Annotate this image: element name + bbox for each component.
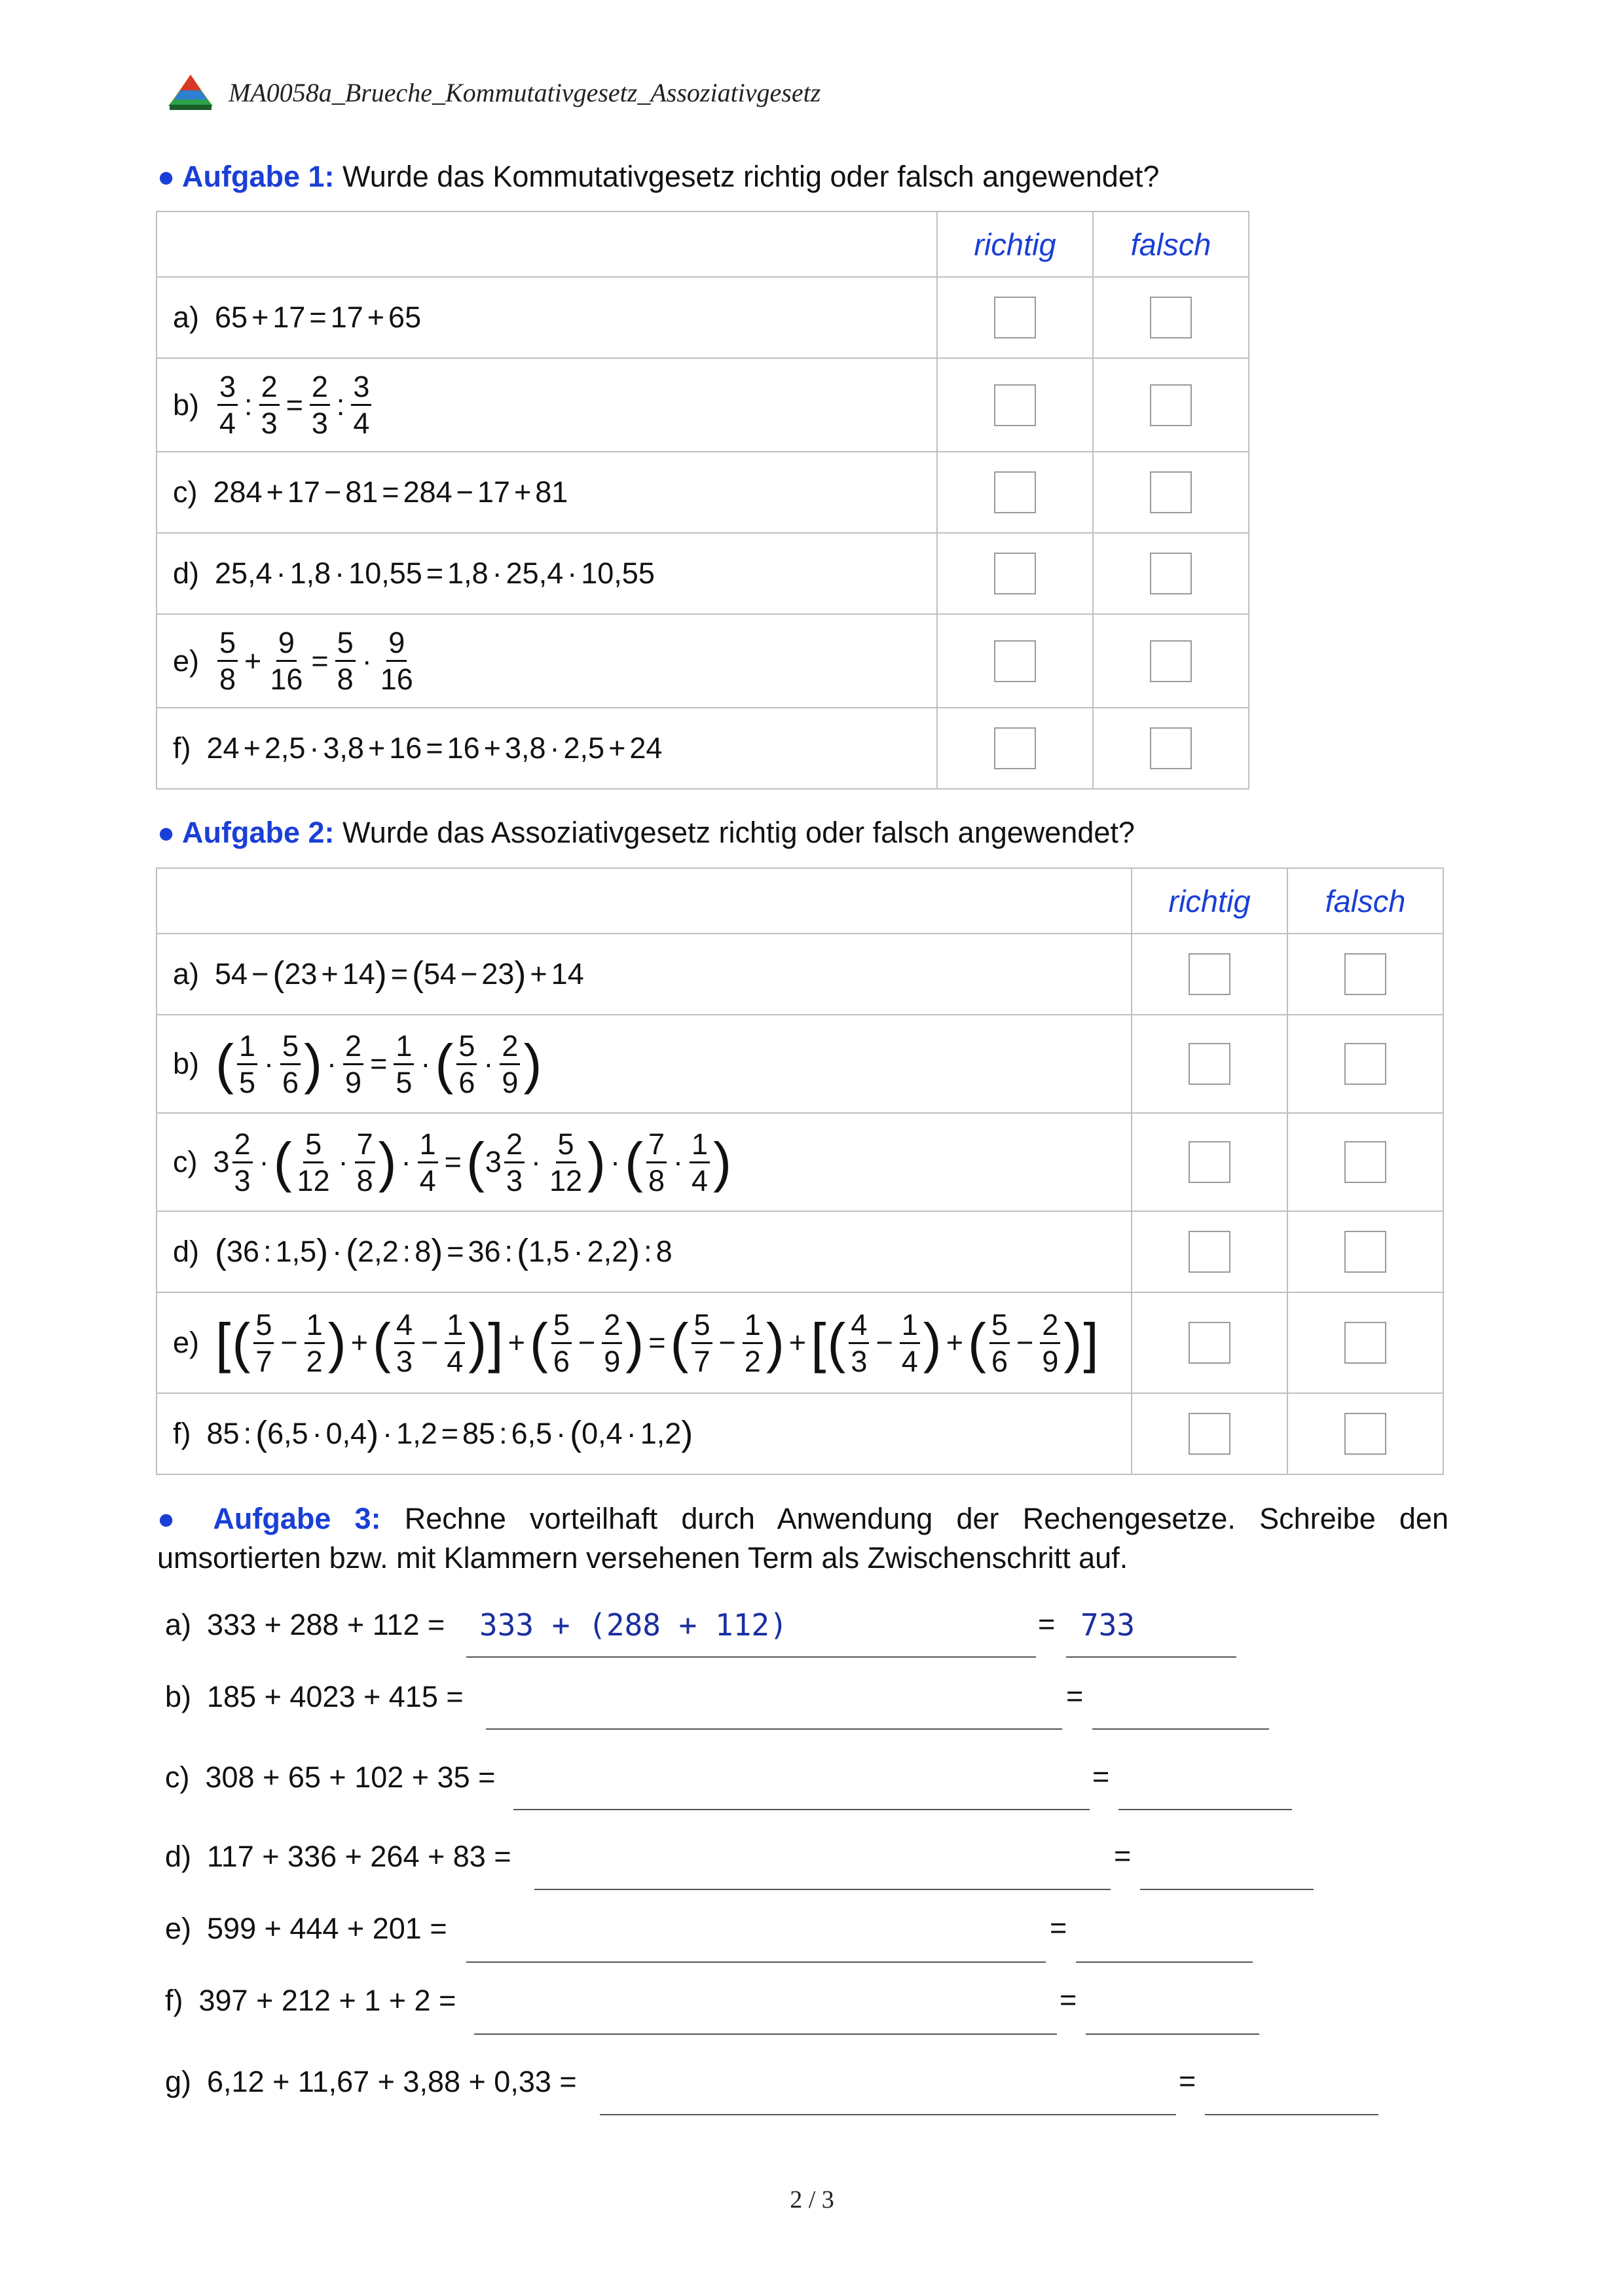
task1-expression-b: b) 3 4 : $\frac{2}{3}$ = $\frac{2}{3}$ : 3 4 [173,372,936,438]
task1-a-falsch-checkbox[interactable] [1150,297,1192,338]
table-row [157,1211,1443,1292]
row-letter: f) [173,731,191,765]
table-row [157,934,1443,1015]
task2-table [156,867,1444,1475]
table-row [157,277,1249,358]
table-row [157,533,1249,614]
table-row [157,452,1249,533]
task2-expression-d: d) ( 36 : 1,5 ) · ( 2,2 : 8 ) = 36 : ( 1,5 · 2,2 ) : 8 [173,1232,673,1271]
task1-c-falsch-checkbox[interactable] [1150,471,1192,513]
task3-a-result-answer: 733 [1080,1607,1135,1643]
task3-g-step-line[interactable] [600,2114,1176,2115]
task1-table [156,211,1249,790]
table-header-row [157,211,1249,277]
row-letter: a) [173,957,200,991]
task3-exercise-g: g) 6,12 + 11,67 + 3,88 + 0,33 = [165,2065,577,2098]
task1-expression-e: e) 5 8 + $\frac{9}{16}$ = $\frac{5}{8}$ · 9 16 [173,626,413,696]
row-letter: d) [173,556,200,590]
task3-exercise-f: f) 397 + 212 + 1 + 2 = [165,1984,456,2017]
task2-f-falsch-checkbox[interactable] [1344,1413,1386,1455]
task2-a-richtig-checkbox[interactable] [1189,953,1230,995]
task1-e-richtig-checkbox[interactable] [994,640,1036,682]
table-row [157,1015,1443,1113]
equals-sign: = [1114,1839,1132,1872]
row-letter: a) [173,301,200,334]
equals-sign: = [1066,1679,1084,1713]
task1-heading [157,157,1159,196]
table-row [157,708,1249,789]
task1-d-falsch-checkbox[interactable] [1150,553,1192,594]
task3-d-result-line[interactable] [1140,1889,1314,1890]
task2-heading [157,813,1135,852]
task3-b-result-line[interactable] [1092,1728,1269,1730]
table-row [157,1113,1443,1211]
table-header-row [157,868,1443,934]
task3-exercise-b: b) 185 + 4023 + 415 = [165,1680,464,1713]
column-richtig: richtig [1132,868,1287,934]
equals-sign: = [1038,1607,1056,1641]
table-row [157,1393,1443,1474]
task3-exercise-e: e) 599 + 444 + 201 = [165,1912,447,1945]
task3-b-step-line[interactable] [486,1728,1062,1730]
task1-d-richtig-checkbox[interactable] [994,553,1036,594]
task2-expression-b: b) ( 1 5 · 5 6 ) · $\frac{2}{9}$ = $\frac{1}{5}$ · ( 5 6 · 2 9 ) [173,1029,542,1099]
task1-c-richtig-checkbox[interactable] [994,471,1036,513]
task1-expression-a: a) 65 + 17 = 17 + 65 [173,301,422,334]
task1-a-richtig-checkbox[interactable] [994,297,1036,338]
task3-d-step-line[interactable] [534,1889,1111,1890]
task3-g-result-line[interactable] [1205,2114,1378,2115]
task2-expression-a: a) 54 − ( 23 + 14 ) = ( 54 − 23 ) + 14 [173,955,584,994]
page-number: 2 / 3 [790,2186,834,2214]
task2-a-falsch-checkbox[interactable] [1344,953,1386,995]
task2-c-richtig-checkbox[interactable] [1189,1141,1230,1183]
task2-e-richtig-checkbox[interactable] [1189,1322,1230,1364]
task1-e-falsch-checkbox[interactable] [1150,640,1192,682]
task1-f-falsch-checkbox[interactable] [1150,727,1192,769]
task2-f-richtig-checkbox[interactable] [1189,1413,1230,1455]
column-richtig: richtig [937,211,1093,277]
task1-expression-d: d) 25,4 · 1,8 · 10,55 = 1,8 · 25,4 · 10,55 [173,556,655,590]
task3-label: ● Aufgabe 3: [157,1502,381,1535]
task1-text: Wurde das Kommutativgesetz richtig oder falsch angewendet? [342,160,1160,193]
task2-d-richtig-checkbox[interactable] [1189,1231,1230,1273]
equals-sign: = [1050,1911,1067,1944]
task3-a-step-line[interactable] [466,1656,1036,1658]
task1-expression-c: c) 284 + 17 − 81 = 284 − 17 + 81 [173,475,568,509]
row-letter: f) [173,1417,191,1450]
task2-text: Wurde das Assoziativgesetz richtig oder falsch angewendet? [342,816,1135,849]
task2-e-falsch-checkbox[interactable] [1344,1322,1386,1364]
task1-b-falsch-checkbox[interactable] [1150,384,1192,426]
task3-e-step-line[interactable] [466,1961,1046,1963]
task3-heading [157,1499,1449,1578]
table-row [157,614,1249,708]
task3-e-result-line[interactable] [1076,1961,1253,1963]
column-falsch: falsch [1287,868,1443,934]
row-letter: c) [173,475,198,509]
row-letter: d) [173,1235,200,1268]
task3-f-result-line[interactable] [1086,2033,1259,2035]
task2-label: ● Aufgabe 2: [157,816,335,849]
task3-c-result-line[interactable] [1118,1809,1292,1810]
task1-expression-f: f) 24 + 2,5 · 3,8 + 16 = 16 + 3,8 · 2,5 + 24 [173,731,663,765]
task3-exercise-d: d) 117 + 336 + 264 + 83 = [165,1840,511,1873]
task2-d-falsch-checkbox[interactable] [1344,1231,1386,1273]
table-row [157,358,1249,452]
task1-f-richtig-checkbox[interactable] [994,727,1036,769]
task2-b-falsch-checkbox[interactable] [1344,1043,1386,1085]
task3-exercise-c: c) 308 + 65 + 102 + 35 = [165,1760,496,1794]
page-header [167,73,821,111]
row-letter: b) [173,1047,200,1080]
task3-c-step-line[interactable] [513,1809,1090,1810]
task1-label: ● Aufgabe 1: [157,160,335,193]
row-letter: e) [173,1326,200,1359]
equals-sign: = [1092,1760,1110,1793]
task1-b-richtig-checkbox[interactable] [994,384,1036,426]
task3-exercise-a: a) 333 + 288 + 112 = [165,1608,445,1641]
table-row [157,1292,1443,1393]
equals-sign: = [1179,2064,1196,2098]
equals-sign: = [1060,1983,1077,2016]
row-letter: e) [173,644,200,678]
row-letter: b) [173,388,200,422]
row-letter: c) [173,1145,198,1178]
task2-expression-f: f) 85 : ( 6,5 · 0,4 ) · 1,2 = 85 : 6,5 · ( 0,4 · 1,2 ) [173,1414,693,1453]
task2-b-richtig-checkbox[interactable] [1189,1043,1230,1085]
task2-expression-c: c) 3 2 3 · ( 5 12 · 7 8 ) · $\frac{1}{4}$ = ( 3 2 3 · 5 12 ) · ( 7 8 · 1 4 ) [173,1127,732,1197]
document-title: MA0058a_Brueche_Kommutativgesetz_Assoziativgesetz [229,77,821,107]
task3-a-result-line[interactable] [1066,1656,1236,1658]
task2-c-falsch-checkbox[interactable] [1344,1141,1386,1183]
task3-f-step-line[interactable] [474,2033,1057,2035]
task3-text: Rechne vorteilhaft durch Anwendung der Rechengesetze. Schreibe den umsortierten bzw. mit Klammern versehenen Term als Zwischenschritt auf. [157,1502,1449,1575]
lernwolf-logo-icon [167,73,214,111]
column-falsch: falsch [1093,211,1249,277]
task3-a-step-answer: 333 + (288 + 112) [479,1607,788,1643]
task2-expression-e: e) [ ( 5 7 − $\frac{1}{2}$ ) + ( 4 3 − $\frac{1}{4}$ ) ] + ( 5 6 − $\frac{2}{9}$ ) = ( 5 7 − $\frac{1}{2}$ ) + [ ( 4 3 − $\frac{1}{4}$ ) + ( 5 6 − $\frac{2}{9}$ ) ] [173,1307,1099,1378]
